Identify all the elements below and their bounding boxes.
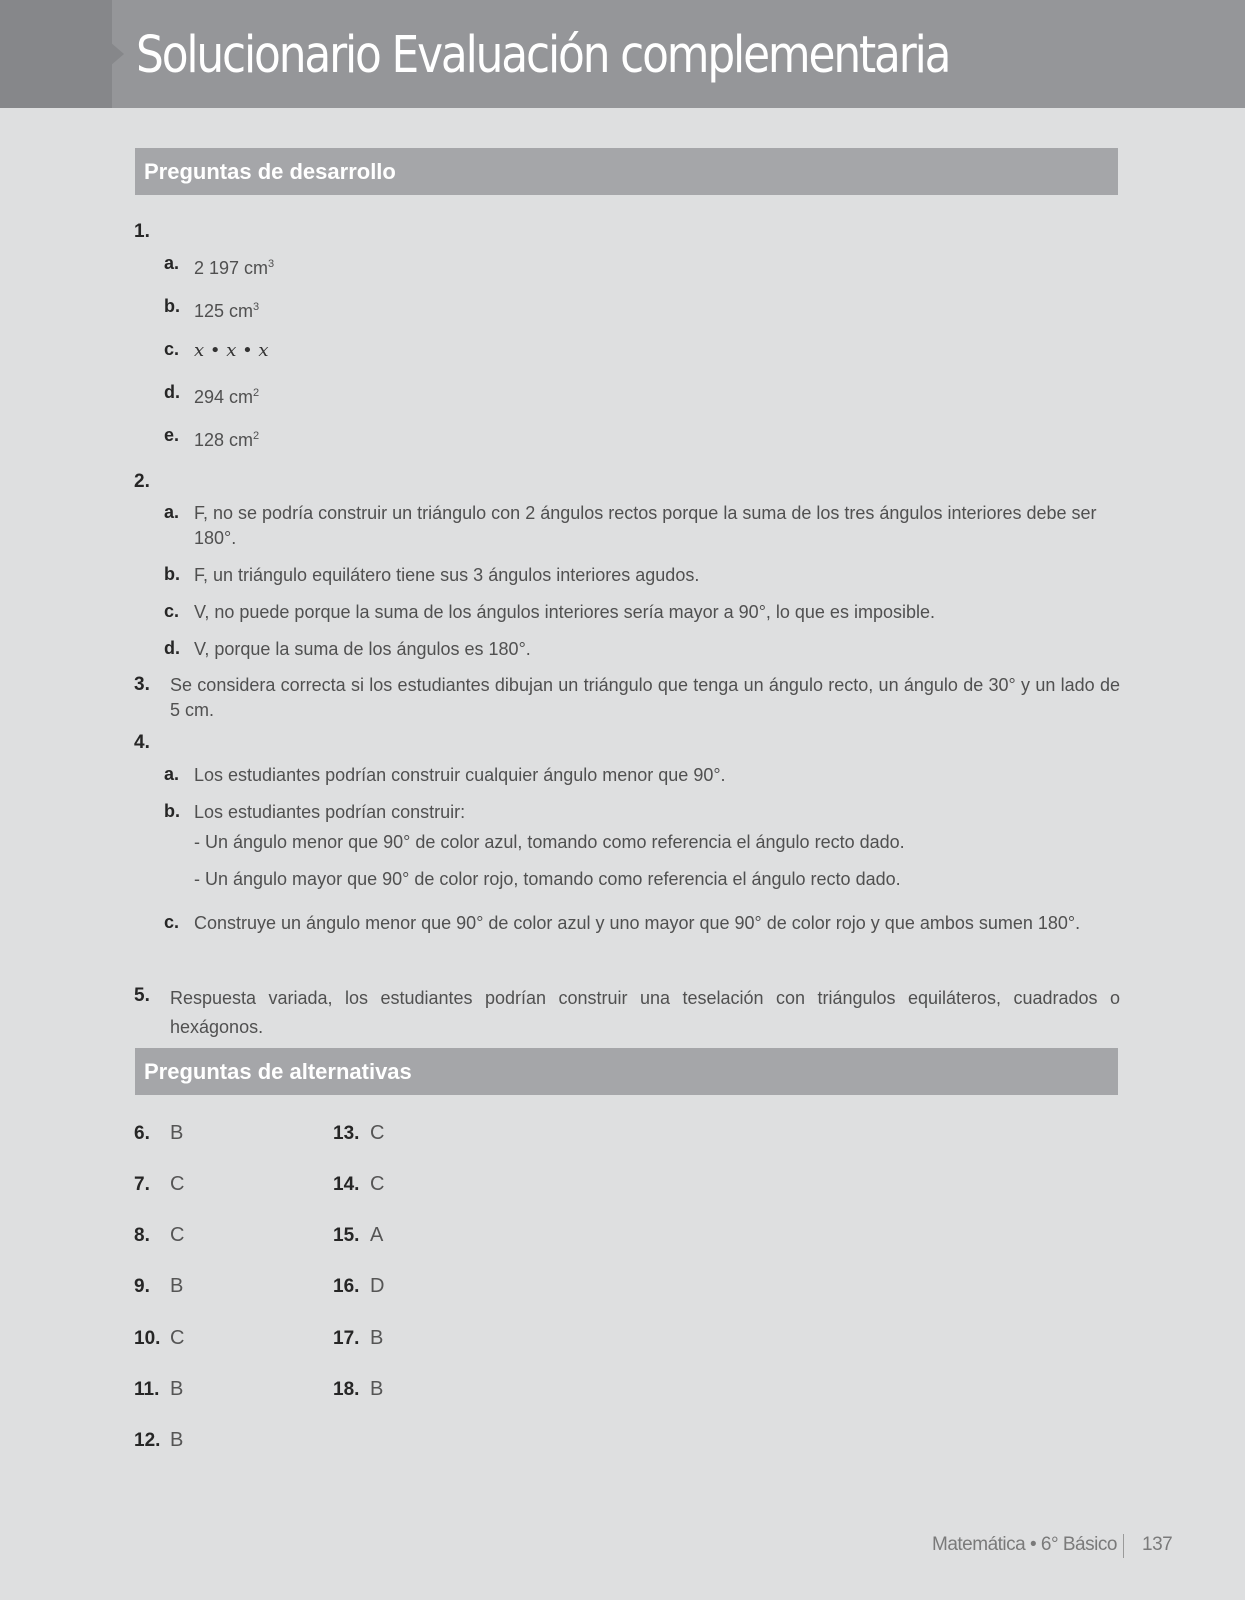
question-number: 2. — [134, 471, 150, 492]
item-letter: e. — [164, 425, 180, 445]
alt-answer: B — [170, 1275, 184, 1297]
item-letter: c. — [164, 339, 180, 359]
item-letter: a. — [164, 764, 180, 784]
answer-text: Se considera correcta si los estudiantes dibujan un triángulo que tenga un ángulo recto, un ángulo de 30° y un lado de 5 cm. — [170, 675, 1120, 720]
alt-answer: C — [170, 1327, 185, 1349]
page-title: Solucionario Evaluación complementaria — [136, 26, 950, 85]
header-banner — [0, 0, 1245, 108]
answer-text: 128 $cm^2$ — [194, 430, 260, 450]
alt-number: 13. — [333, 1123, 360, 1144]
item-letter: c. — [164, 912, 180, 932]
item-letter: d. — [164, 638, 180, 658]
page-number: 137 — [1142, 1534, 1173, 1555]
answer-text: Los estudiantes podrían construir: — [194, 802, 466, 822]
alt-number: 15. — [333, 1225, 360, 1246]
question-number: 4. — [134, 732, 150, 753]
answer-text: F, un triángulo equilátero tiene sus 3 ángulos interiores agudos. — [194, 565, 700, 585]
answer-text: Respuesta variada, los estudiantes podrían construir una teselación con triángulos equiláteros, cuadrados o hexágonos. — [170, 988, 1120, 1037]
answer-text: V, porque la suma de los ángulos es 180°. — [194, 639, 531, 659]
alt-answer: A — [370, 1224, 384, 1246]
answer-text: F, no se podría construir un triángulo con 2 ángulos rectos porque la suma de los tres ángulos interiores debe ser 180°. — [194, 503, 1097, 548]
item-letter: b. — [164, 564, 180, 584]
header-arrow-icon — [110, 42, 124, 66]
answer-expression: x • x • x — [194, 340, 269, 361]
item-letter: b. — [164, 296, 180, 316]
question-number: 3. — [134, 674, 150, 695]
alt-answer: C — [170, 1224, 185, 1246]
answer-text: V, no puede porque la suma de los ángulos interiores sería mayor a 90°, lo que es imposible. — [194, 602, 935, 622]
alt-answer: B — [370, 1378, 384, 1400]
section-header-alternatives — [135, 1048, 1118, 1095]
alt-answer: B — [370, 1327, 384, 1349]
question-number: 5. — [134, 985, 150, 1006]
alt-answer: C — [370, 1122, 385, 1144]
alt-answer: B — [170, 1122, 184, 1144]
item-letter: a. — [164, 253, 180, 273]
answer-text: Construye un ángulo menor que 90° de color azul y uno mayor que 90° de color rojo y que ambos sumen 180°. — [194, 913, 1081, 933]
alt-number: 17. — [333, 1328, 360, 1349]
answer-text: Los estudiantes podrían construir cualquier ángulo menor que 90°. — [194, 765, 726, 785]
question-number: 1. — [134, 221, 150, 242]
footer-book-label: Matemática • 6° Básico — [932, 1534, 1117, 1555]
alt-answer: C — [370, 1173, 385, 1195]
answer-text: 125 $cm^3$ — [194, 301, 260, 321]
alt-number: 18. — [333, 1379, 360, 1400]
footer-divider — [1123, 1534, 1124, 1558]
section-header-development — [135, 148, 1118, 195]
item-letter: a. — [164, 502, 180, 522]
alt-answer: B — [170, 1429, 184, 1451]
alt-answer: D — [370, 1275, 385, 1297]
alt-answer: B — [170, 1378, 184, 1400]
item-letter: d. — [164, 382, 180, 402]
header-tab — [0, 0, 112, 108]
alt-number: 8. — [134, 1225, 150, 1246]
section-title: Preguntas de desarrollo — [144, 159, 396, 184]
alt-answer: C — [170, 1173, 185, 1195]
alt-number: 16. — [333, 1276, 360, 1297]
alt-number: 10. — [134, 1328, 161, 1349]
alt-number: 6. — [134, 1123, 150, 1144]
alt-number: 7. — [134, 1174, 150, 1195]
alt-number: 12. — [134, 1430, 161, 1451]
alt-number: 14. — [333, 1174, 360, 1195]
section-title: Preguntas de alternativas — [144, 1059, 412, 1084]
alt-number: 11. — [134, 1379, 160, 1400]
answer-text: 294 $cm^2$ — [194, 387, 260, 407]
bullet-item: - Un ángulo mayor que 90° de color rojo, tomando como referencia el ángulo recto dado. — [194, 869, 901, 889]
alt-number: 9. — [134, 1276, 150, 1297]
item-letter: b. — [164, 801, 180, 821]
bullet-item: - Un ángulo menor que 90° de color azul, tomando como referencia el ángulo recto dado. — [194, 832, 905, 852]
item-letter: c. — [164, 601, 180, 621]
answer-text: 2 197 $cm^3$ — [194, 258, 275, 278]
